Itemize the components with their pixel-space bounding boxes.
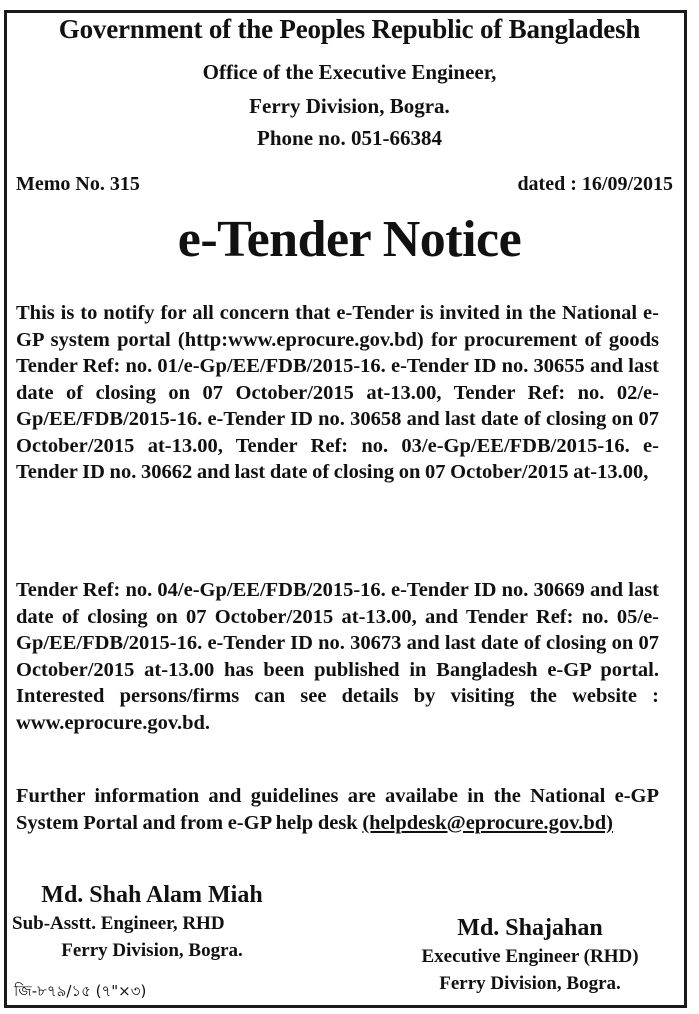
body-paragraph-2: Tender Ref: no. 04/e-Gp/EE/FDB/2015-16. e-Tender ID no. 30669 and last date of closing on 07 October/2015 at-13.00, and Tender Ref: no. 05/e-Gp/EE/FDB/2015-16. e-Tender ID no. 30673 and last date of closing on 07 October/2015 at-13.00 has been published in Bangladesh e-GP portal. Interested persons/firms can see details by visiting the website : www.eprocure.gov.bd. (16, 579, 659, 734)
body-paragraph-3 (16, 783, 659, 836)
signatory-right-name: Md. Shajahan (457, 915, 603, 941)
division-heading: Ferry Division, Bogra. (249, 94, 450, 118)
notice-title: e-Tender Notice (177, 211, 522, 268)
signatory-left-name: Md. Shah Alam Miah (41, 882, 263, 908)
memo-date: dated : 16/09/2015 (517, 173, 673, 195)
government-heading: Government of the Peoples Republic of Bangladesh (58, 14, 641, 44)
notice-border (4, 10, 687, 1008)
memo-number: Memo No. 315 (16, 173, 140, 195)
signatory-right-designation: Executive Engineer (RHD) (421, 946, 639, 967)
signatory-right-division: Ferry Division, Bogra. (439, 973, 621, 994)
signatory-left (12, 880, 292, 964)
further-info-text: Further information and guidelines are availabe in the National e-GP System Portal and from e-GP help desk (16, 785, 659, 834)
body-paragraph-1: This is to notify for all concern that e-Tender is invited in the National e-GP system portal (http:www.eprocure.gov.bd) for procurement of goods Tender Ref: no. 01/e-Gp/EE/FDB/2015-16. e-Tender ID no. 30655 and last date of closing on 07 October/2015 at-13.00, Tender Ref: no. 02/e-Gp/EE/FDB/2015-16. e-Tender ID no. 30658 and last date of closing on 07 October/2015 at-13.00, Tender Ref: no. 03/e-Gp/EE/FDB/2015-16. e-Tender ID no. 30662 and last date of closing on 07 October/2015 at-13.00, (16, 302, 659, 483)
memo-row (16, 173, 673, 196)
helpdesk-email-link[interactable]: (helpdesk@eprocure.gov.bd) (362, 811, 614, 834)
signatory-left-designation: Sub-Asstt. Engineer, RHD (12, 913, 225, 934)
office-heading: Office of the Executive Engineer, (202, 60, 497, 84)
phone-heading: Phone no. 051-66384 (257, 126, 442, 150)
signatory-left-division: Ferry Division, Bogra. (61, 940, 243, 961)
footer-code: জি-৮৭৯/১৫ (৭"×৩) (14, 982, 147, 1000)
signatory-right (385, 913, 675, 997)
